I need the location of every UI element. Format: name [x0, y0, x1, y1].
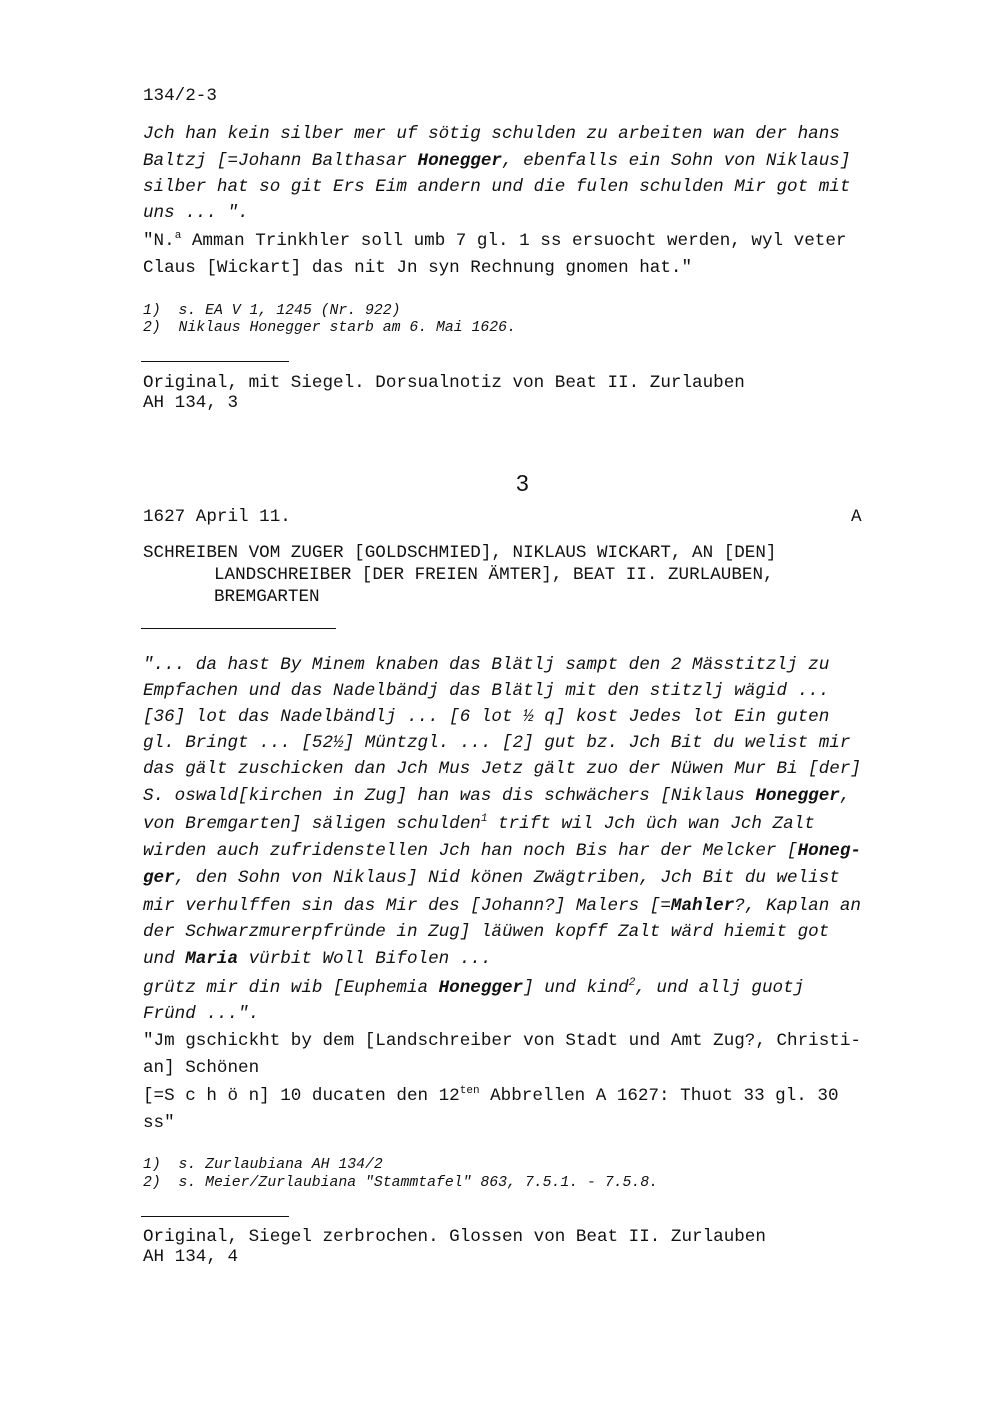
footnote-divider [141, 1216, 289, 1217]
letter-text-line: wirden auch zufridenstellen Jch han noch Bis har der Melcker [Honeg- [143, 841, 861, 861]
letter-text-line: S. oswald[kirchen in Zug] han was dis schwächers [Niklaus Honegger, [143, 786, 851, 806]
receipt-line: "Jm gschickht by dem [Landschreiber von Stadt und Amt Zug?, Christi- [143, 1031, 861, 1051]
document-title-line: SCHREIBEN VOM ZUGER [GOLDSCHMIED], NIKLAUS WICKART, AN [DEN] [143, 543, 777, 563]
archive-reference: AH 134, 3 [143, 393, 239, 413]
letter-text-line: der Schwarzmurerpfründe in Zug] läüwen kopff Zalt wärd hiemit got [143, 922, 830, 942]
source-note: Original, Siegel zerbrochen. Glossen von Beat II. Zurlauben [143, 1227, 766, 1247]
letter-text-line: [36] lot das Nadelbändlj ... [6 lot ½ q] kost Jedes lot Ein guten [143, 707, 830, 727]
prev-note-line: Claus [Wickart] das nit Jn syn Rechnung gnomen hat." [143, 258, 693, 278]
letter-text-line: mir verhulffen sin das Mir des [Johann?] Malers [=Mahler?, Kaplan an [143, 896, 861, 916]
footnote: 1) s. Zurlaubiana AH 134/2 [143, 1157, 383, 1173]
document-title-line: LANDSCHREIBER [DER FREIEN ÄMTER], BEAT II. ZURLAUBEN, [214, 565, 774, 585]
document-marker: A [851, 507, 862, 527]
document-title-line: BREMGARTEN [214, 587, 320, 607]
letter-text-line: gl. Bringt ... [52½] Müntzgl. ... [2] gut bz. Jch Bit du welist mir [143, 733, 851, 753]
letter-text-line: Fründ ...". [143, 1004, 260, 1024]
source-note: Original, mit Siegel. Dorsualnotiz von Beat II. Zurlauben [143, 373, 745, 393]
page-reference: 134/2-3 [143, 86, 217, 106]
letter-text-line: ger, den Sohn von Niklaus] Nid könen Zwägtriben, Jch Bit du welist [143, 868, 840, 888]
letter-text-line: grütz mir din wib [Euphemia Honegger] und kind$^2$, und allj guotj [143, 977, 805, 998]
letter-text-line: Empfachen und das Nadelbändj das Blätlj mit den stitzlj wägid ... [143, 681, 830, 701]
prev-quote-line: Baltzj [=Johann Balthasar Honegger, ebenfalls ein Sohn von Niklaus] [143, 151, 851, 171]
receipt-line: ss" [143, 1113, 175, 1133]
letter-text-line: das gält zuschicken dan Jch Mus Jetz gält zuo der Nüwen Mur Bi [der] [143, 759, 861, 779]
receipt-line: an] Schönen [143, 1058, 260, 1078]
footnote: 2) Niklaus Honegger starb am 6. Mai 1626. [143, 320, 516, 336]
footnote: 1) s. EA V 1, 1245 (Nr. 922) [143, 303, 401, 319]
letter-text-line: "... da hast By Minem knaben das Blätlj sampt den 2 Mässtitzlj zu [143, 655, 830, 675]
receipt-line: [=S c h ö n] 10 ducaten den $12^{ten}$ Abbrellen A 1627: Thuot 33 gl. 30 [143, 1085, 839, 1106]
title-divider [141, 628, 336, 629]
footnote: 2) s. Meier/Zurlaubiana "Stammtafel" 863, 7.5.1. - 7.5.8. [143, 1175, 659, 1191]
letter-text-line: von Bremgarten] säligen schulden$^1$ trift wil Jch üch wan Jch Zalt [143, 813, 815, 834]
prev-quote-line: Jch han kein silber mer uf sötig schulden zu arbeiten wan der hans [143, 124, 840, 144]
prev-quote-line: silber hat so git Ers Eim andern und die fulen schulden Mir got mit [143, 177, 851, 197]
prev-note-line: "N.$^a$ Amman Trinkhler soll umb 7 gl. 1 ss ersuocht werden, wyl veter [143, 230, 847, 251]
letter-text-line: und Maria vürbit Woll Bifolen ... [143, 949, 492, 969]
archive-reference: AH 134, 4 [143, 1247, 239, 1267]
prev-quote-line: uns ... ". [143, 203, 249, 223]
document-date: 1627 April 11. [143, 507, 291, 527]
footnote-divider [141, 361, 289, 362]
document-number: 3 [516, 470, 529, 496]
